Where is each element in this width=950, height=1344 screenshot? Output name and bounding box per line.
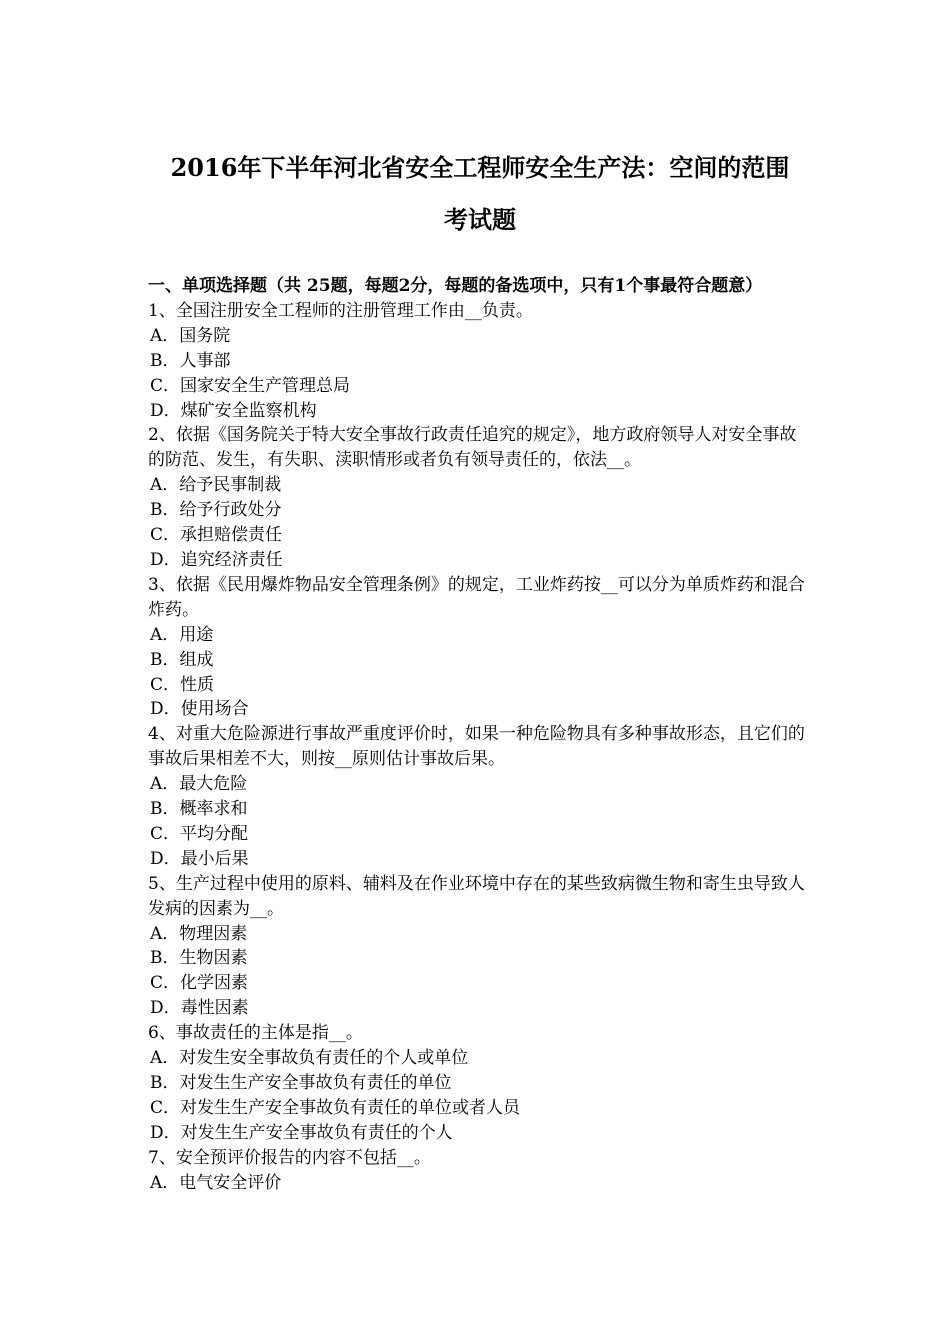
question-2 (148, 423, 808, 572)
option-d: D．追究经济责任 (150, 549, 283, 570)
section-heading: 一、单项选择题（共 25题，每题2分，每题的备选项中，只有1个事最符合题意） (148, 276, 763, 296)
option-b: B．人事部 (150, 350, 231, 371)
option-c: C．性质 (150, 674, 215, 695)
question-4 (148, 722, 808, 871)
option-c: C．平均分配 (150, 823, 249, 844)
option-c: C．国家安全生产管理总局 (150, 375, 351, 396)
option-c: C．化学因素 (150, 973, 249, 994)
option-a: A．最大危险 (150, 774, 248, 795)
option-b: B．概率求和 (150, 799, 248, 820)
option-b: B．生物因素 (150, 948, 248, 969)
option-b: B．对发生生产安全事故负有责任的单位 (150, 1073, 452, 1093)
option-a: A．对发生安全事故负有责任的个人或单位 (150, 1048, 469, 1069)
option-d: D．煤矿安全监察机构 (150, 400, 317, 421)
document-title: 2016年下半年河北省安全工程师安全生产法：空间的范围 (170, 153, 790, 182)
document-body (148, 274, 808, 1196)
option-a: A．物理因素 (150, 923, 248, 944)
option-d: D．最小后果 (150, 848, 249, 869)
question-7 (148, 1146, 808, 1196)
document-title-continued: 考试题 (444, 205, 516, 234)
question-6 (148, 1021, 808, 1146)
option-a: A．国务院 (150, 325, 231, 346)
question-stem: 6、事故责任的主体是指__。 (148, 1023, 363, 1044)
option-d: D．对发生生产安全事故负有责任的个人 (150, 1122, 453, 1143)
option-a: A．给予民事制裁 (150, 475, 282, 496)
question-5 (148, 872, 808, 1021)
question-stem: 2、依据《国务院关于特大安全事故行政责任追究的规定》，地方政府领导人对安全事故的防范、发生，有失职、渎职情形或者负有领导责任的，依法__。 (148, 425, 797, 471)
option-a: A．电气安全评价 (150, 1172, 282, 1193)
question-stem: 4、对重大危险源进行事故严重度评价时，如果一种危险物具有多种事故形态，且它们的事故后果相差不大，则按__原则估计事故后果。 (148, 724, 805, 770)
option-b: B．给予行政处分 (150, 500, 282, 521)
option-b: B．组成 (150, 649, 214, 670)
question-stem: 1、全国注册安全工程师的注册管理工作由__负责。 (148, 300, 533, 321)
option-a: A．用途 (150, 624, 214, 645)
question-1 (148, 299, 808, 424)
option-d: D．毒性因素 (150, 998, 249, 1019)
question-stem: 3、依据《民用爆炸物品安全管理条例》的规定，工业炸药按__可以分为单质炸药和混合炸药。 (148, 574, 805, 620)
option-c: C．承担赔偿责任 (150, 525, 283, 546)
option-c: C．对发生生产安全事故负有责任的单位或者人员 (150, 1097, 521, 1118)
question-stem: 5、生产过程中使用的原料、辅料及在作业环境中存在的某些致病微生物和寄生虫导致人发病的因素为__。 (148, 873, 805, 919)
option-d: D．使用场合 (150, 699, 249, 720)
question-stem: 7、安全预评价报告的内容不包括__。 (148, 1147, 431, 1168)
question-3 (148, 573, 808, 722)
